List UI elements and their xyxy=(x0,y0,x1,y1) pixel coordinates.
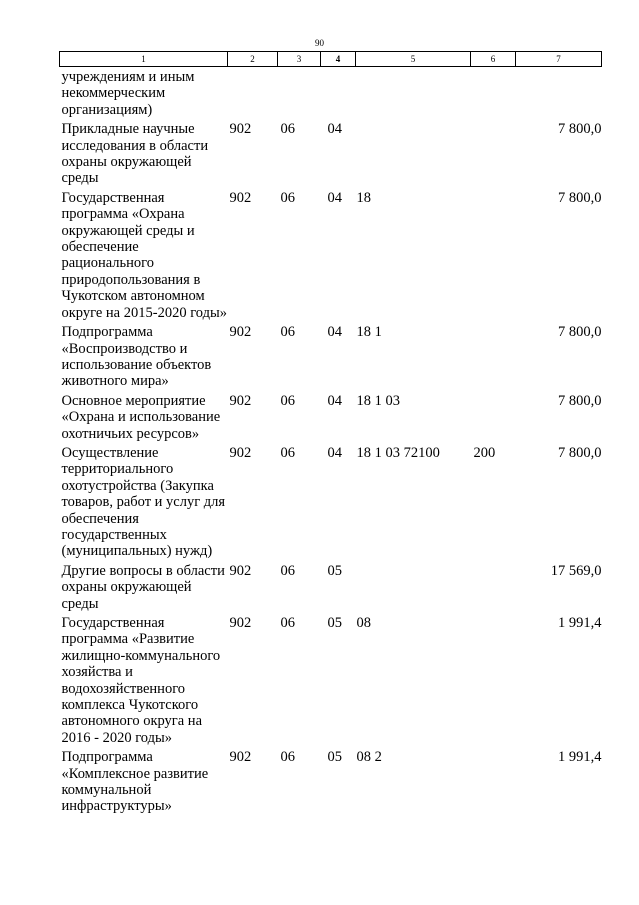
row-target-code xyxy=(356,67,471,120)
table-row xyxy=(60,322,602,391)
row-target-code: 08 2 xyxy=(356,749,382,766)
header-col-5: 5 xyxy=(356,52,471,67)
row-expense-type xyxy=(471,188,516,322)
row-name: Основное мероприятие «Охрана и использование охотничьих ресурсов» xyxy=(61,392,221,442)
page-number: 90 xyxy=(315,38,324,48)
row-admin-code: 902 xyxy=(229,615,252,631)
row-amount xyxy=(516,67,602,120)
row-name: Осуществление территориального охотустройства (Закупка товаров, работ и услуг для обеспечения государственных (муниципальных) нужд) xyxy=(61,444,226,560)
row-name: Подпрограмма «Воспроизводство и использование объектов животного мира» xyxy=(61,324,212,390)
row-section: 06 xyxy=(280,189,295,206)
row-name: Другие вопросы в области охраны окружающей среды xyxy=(61,562,225,612)
row-admin-code: 902 xyxy=(229,189,252,206)
row-target-code: 18 1 03 xyxy=(356,392,400,409)
table-row xyxy=(60,561,602,613)
table-row xyxy=(60,613,602,747)
budget-table xyxy=(59,51,602,816)
row-subsection: 04 xyxy=(327,392,342,409)
row-section: 06 xyxy=(280,392,295,409)
row-target-code xyxy=(356,561,471,613)
header-col-6: 6 xyxy=(471,52,516,67)
table-header xyxy=(60,52,602,67)
row-name: учреждениям и иным некоммерческим организациям) xyxy=(61,69,195,118)
row-target-code: 18 1 03 72100 xyxy=(356,444,440,461)
row-expense-type xyxy=(471,119,516,188)
row-subsection xyxy=(321,67,356,120)
row-admin-code: 902 xyxy=(229,324,252,341)
row-expense-type xyxy=(471,613,516,747)
table-row xyxy=(60,67,602,120)
row-subsection: 04 xyxy=(327,324,342,341)
row-name: Государственная программа «Развитие жилищно-коммунального хозяйства и водохозяйственного комплекса Чукотского автономного округа на 2016 - 2020 годы» xyxy=(61,615,221,746)
row-section: 06 xyxy=(280,324,295,341)
row-amount: 7 800,0 xyxy=(558,121,602,138)
row-subsection: 05 xyxy=(327,749,342,766)
table-row xyxy=(60,119,602,188)
row-section: 06 xyxy=(280,121,295,138)
row-expense-type xyxy=(471,561,516,613)
row-name: Подпрограмма «Комплексное развитие коммунальной инфраструктуры» xyxy=(61,749,209,815)
row-admin-code xyxy=(228,67,278,120)
row-amount: 7 800,0 xyxy=(558,324,602,341)
row-admin-code: 902 xyxy=(229,444,252,461)
row-subsection: 05 xyxy=(327,615,342,631)
table-row xyxy=(60,391,602,443)
row-target-code: 18 1 xyxy=(356,324,382,341)
row-section xyxy=(278,67,321,120)
row-expense-type xyxy=(471,747,516,816)
row-expense-type xyxy=(471,67,516,120)
row-admin-code: 902 xyxy=(229,562,252,579)
table-row xyxy=(60,747,602,816)
row-amount: 17 569,0 xyxy=(550,562,602,579)
row-admin-code: 902 xyxy=(229,121,252,138)
row-expense-type xyxy=(471,391,516,443)
header-col-7: 7 xyxy=(516,52,602,67)
row-name: Прикладные научные исследования в области охраны окружающей среды xyxy=(61,121,209,187)
header-col-4: 4 xyxy=(321,52,356,67)
table-row xyxy=(60,443,602,561)
row-subsection: 05 xyxy=(327,562,342,579)
row-expense-type: 200 xyxy=(473,444,496,461)
row-amount: 1 991,4 xyxy=(558,749,602,766)
row-amount: 7 800,0 xyxy=(558,444,602,461)
row-target-code: 18 xyxy=(356,189,371,206)
row-admin-code: 902 xyxy=(229,749,252,766)
row-section: 06 xyxy=(280,615,295,631)
row-section: 06 xyxy=(280,749,295,766)
row-target-code: 08 xyxy=(356,615,371,631)
header-col-1: 1 xyxy=(60,52,228,67)
row-section: 06 xyxy=(280,444,295,461)
row-admin-code: 902 xyxy=(229,392,252,409)
row-subsection: 04 xyxy=(327,121,342,138)
row-amount: 7 800,0 xyxy=(558,189,602,206)
row-section: 06 xyxy=(280,562,295,579)
row-expense-type xyxy=(471,322,516,391)
row-subsection: 04 xyxy=(327,444,342,461)
row-amount: 7 800,0 xyxy=(558,392,602,409)
row-amount: 1 991,4 xyxy=(558,615,602,631)
row-subsection: 04 xyxy=(327,189,342,206)
table-row xyxy=(60,188,602,322)
header-col-2: 2 xyxy=(228,52,278,67)
row-name: Государственная программа «Охрана окружающей среды и обеспечение рационального природопользования в Чукотском автономном округе на 2015-2020 годы» xyxy=(61,189,227,321)
row-target-code xyxy=(356,119,471,188)
header-col-3: 3 xyxy=(278,52,321,67)
